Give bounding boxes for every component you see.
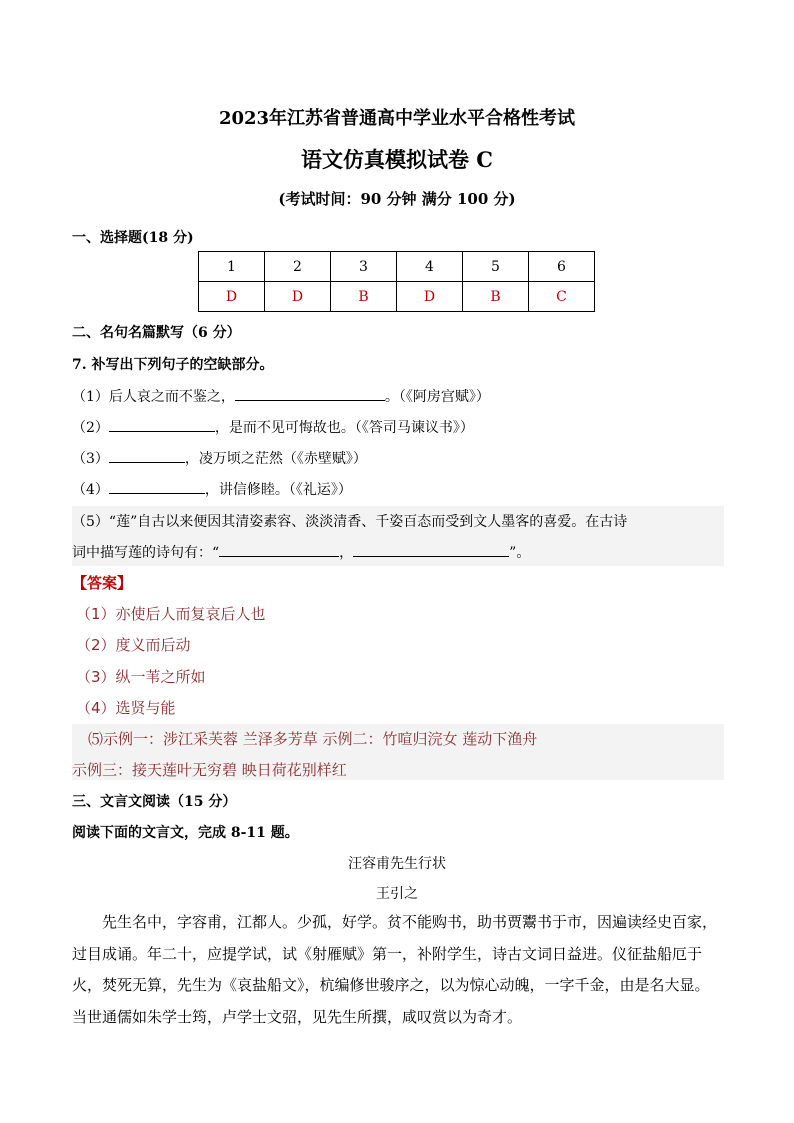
- article-author: 王引之: [376, 886, 418, 902]
- section3-heading: 三、文言文阅读（15 分）: [72, 794, 237, 810]
- choice-answer: D: [397, 282, 463, 312]
- question-number: 6: [529, 252, 595, 282]
- choice-answer: C: [529, 282, 595, 312]
- article-title: 汪容甫先生行状: [348, 856, 446, 872]
- item-number: （3）: [72, 451, 109, 467]
- question-number: 1: [199, 252, 265, 282]
- blank-line: [109, 419, 215, 432]
- choice-answer: D: [199, 282, 265, 312]
- choice-answer: B: [463, 282, 529, 312]
- fill-item-5-line1: （5）“莲”自古以来便因其清姿素容、淡淡清香、千姿百态而受到文人墨客的喜爱。在古诗: [72, 514, 628, 530]
- blank-line: [235, 388, 385, 401]
- item-source: ，是而不见可悔故也。（《答司马谏议书》）: [214, 420, 474, 436]
- fill-item-1: [72, 386, 490, 406]
- blank-line: [353, 544, 509, 557]
- item-source: ，讲信修睦。（《礼运》）: [204, 482, 352, 498]
- question-number: 2: [265, 252, 331, 282]
- item-number: （4）: [72, 482, 109, 498]
- item-number: （2）: [72, 420, 109, 436]
- fill-item-3: [72, 448, 367, 468]
- choice-answer: B: [331, 282, 397, 312]
- paper-title: 语文仿真模拟试卷 C: [300, 147, 494, 172]
- answer-line: ⑸示例一：涉江采芙蓉 兰泽多芳草 示例二：竹喧归浣女 莲动下渔舟: [88, 730, 538, 748]
- exam-info: (考试时间：90 分钟 满分 100 分): [278, 190, 516, 208]
- item-number: （1）: [72, 389, 109, 405]
- answer-line: 示例三：接天莲叶无穷碧 映日荷花别样红: [72, 761, 347, 779]
- section1-heading: 一、选择题(18 分): [72, 230, 194, 246]
- answer-grid: [198, 251, 595, 312]
- answer-tag: 【答案】: [72, 574, 133, 592]
- fill-item-2: [72, 417, 474, 437]
- fill-item-5-line2: [72, 542, 530, 562]
- exam-title: 2023年江苏省普通高中学业水平合格性考试: [218, 108, 576, 129]
- item-text: 词中描写莲的诗句有：“: [72, 545, 220, 561]
- item-source: 。（《阿房宫赋》）: [384, 389, 490, 405]
- fill-item-4: [72, 479, 352, 499]
- item-source: ，凌万顷之茫然（《赤壁赋》）: [184, 451, 367, 467]
- question-number: 3: [331, 252, 397, 282]
- answer-line: （1）亦使后人而复哀后人也: [76, 605, 266, 623]
- choice-answer: D: [265, 282, 331, 312]
- item-text: 后人哀之而不鉴之，: [108, 389, 235, 405]
- item-text: ”。: [509, 545, 531, 561]
- blank-line: [109, 450, 185, 463]
- section3-instruction: 阅读下面的文言文，完成 8-11 题。: [72, 825, 299, 841]
- blank-line: [219, 544, 339, 557]
- section2-heading: 二、名句名篇默写（6 分）: [72, 325, 241, 341]
- question-number: 4: [397, 252, 463, 282]
- answer-line: （4）选贤与能: [76, 699, 176, 717]
- item-text: ，: [339, 545, 354, 561]
- blank-line: [109, 481, 205, 494]
- question-number: 5: [463, 252, 529, 282]
- answer-line: （2）度义而后动: [76, 636, 191, 654]
- article-paragraph: 先生名中，字容甫，江都人。少孤，好学。贫不能购书，助书贾鬻书于市，因遍读经史百家，过目成诵。年二十，应提学试，试《射雁赋》第一，补附学生，诗古文词日益进。仪征盐船厄于火，焚死无算，先生为《哀盐船文》，杭编修世骏序之，以为惊心动魄，一字千金，由是名大显。当世通儒如朱学士筠，卢学士文弨，见先生所撰，咸叹赏以为奇才。: [72, 913, 718, 1026]
- question-7-intro: 7. 补写出下列句子的空缺部分。: [72, 357, 274, 373]
- answer-line: （3）纵一苇之所如: [76, 668, 206, 686]
